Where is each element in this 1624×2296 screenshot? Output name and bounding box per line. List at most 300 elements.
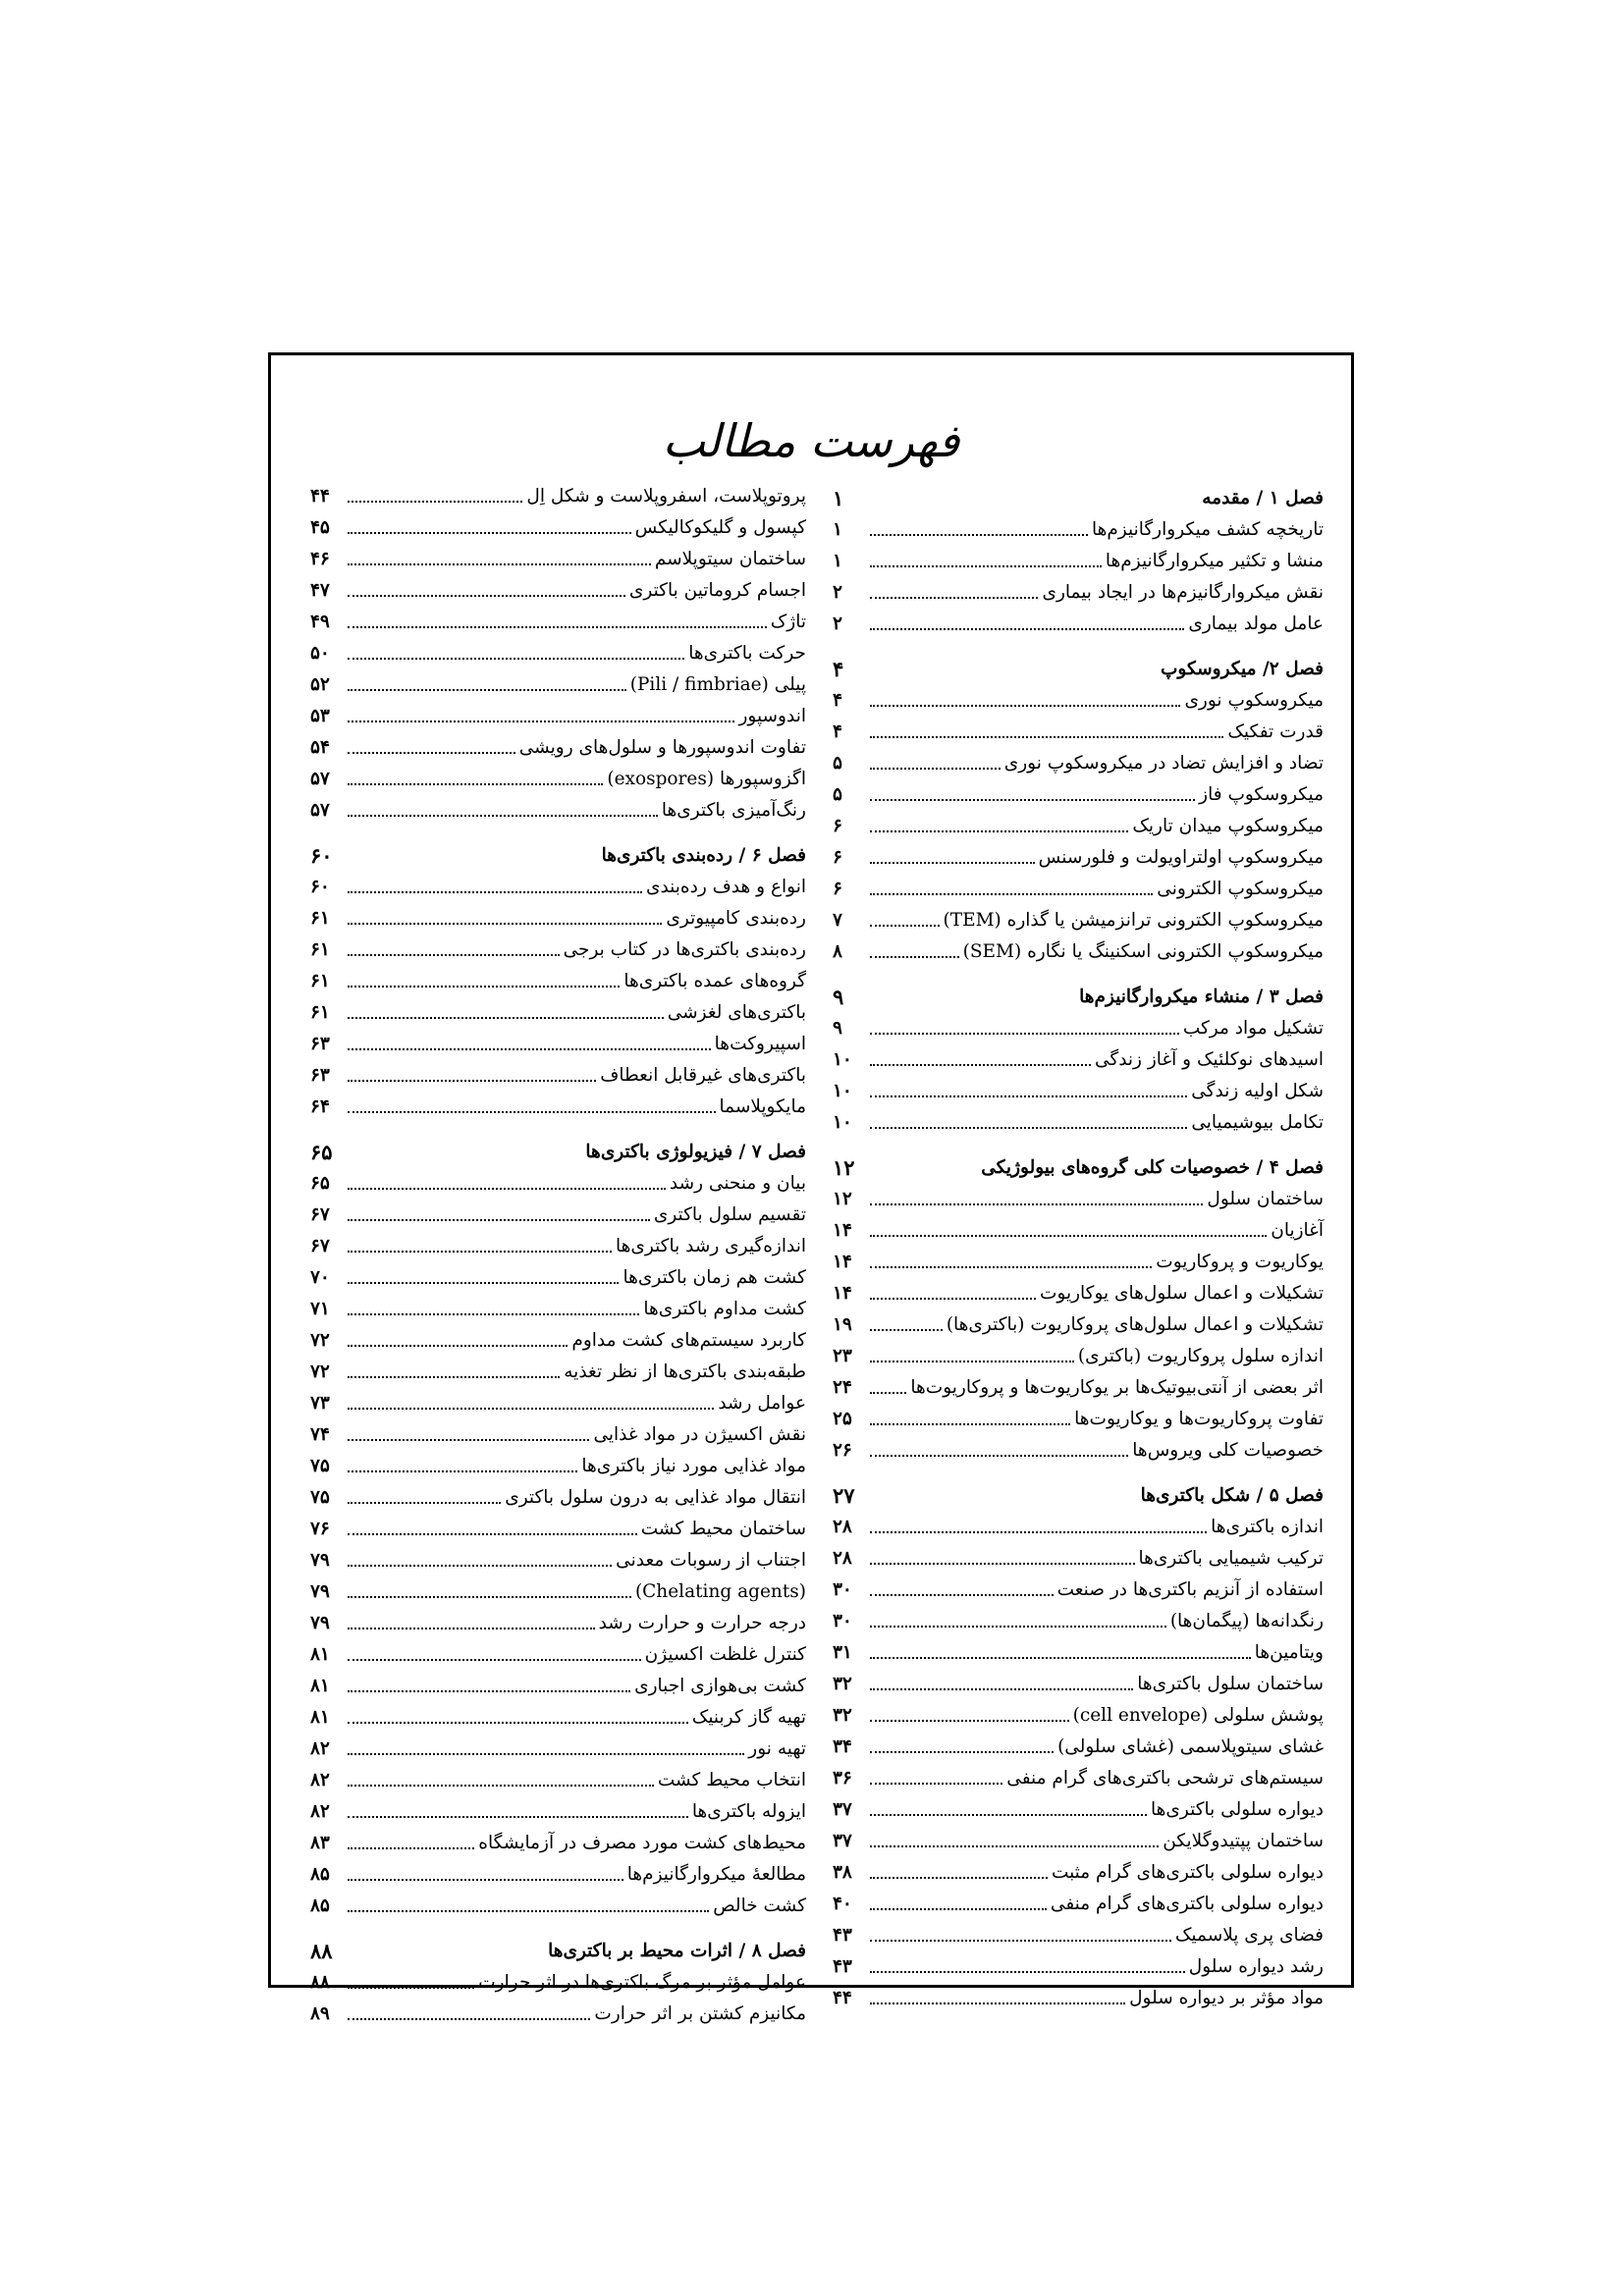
page-number: ۷۴ [310,1424,330,1445]
entry-title: تکامل بیوشیمیایی [1191,1112,1324,1133]
toc-entry [310,764,806,795]
page-number: ۶۴ [310,1096,330,1117]
page-number: ۶۵ [310,1173,330,1194]
page-number: ۴۶ [310,549,330,569]
dot-leader [870,862,1035,864]
dot-leader [870,799,1195,801]
entry-title: منشا و تکثیر میکروارگانیزم‌ها [1105,551,1324,571]
entry-title: باکتری‌های لغزشی [667,1002,806,1023]
entry-title: پروتوپلاست، اسفروپلاست و شکل اِل [526,486,806,507]
chapter-heading [833,1478,1324,1512]
entry-title: تشکیلات و اعمال سلول‌های یوکاریوت [1039,1283,1324,1304]
page-number: ۱۲ [833,1155,855,1180]
page-number: ۴۰ [833,1894,852,1914]
entry-title: تفاوت پروکاریوت‌ها و یوکاریوت‌ها [1074,1409,1324,1429]
page-title: فهرست مطالب [662,414,960,467]
chapter-heading [310,1934,806,1967]
page-number: ۴۷ [310,580,330,601]
dot-leader [870,2002,1125,2004]
dot-leader [348,658,684,660]
toc-entry [833,1247,1324,1278]
chapter-heading [833,652,1324,685]
entry-title: استفاده از آنزیم باکتری‌ها در صنعت [1056,1579,1324,1600]
dot-leader [348,1533,637,1535]
entry-title: فضای پری پلاسمیک [1174,1925,1324,1946]
toc-entry [310,1891,806,1922]
toc-entry [310,575,806,607]
page-number: ۷۶ [310,1519,330,1539]
dot-leader [348,1408,714,1410]
page-number: ۴ [833,721,842,742]
toc-entry [833,1044,1324,1076]
entry-title: میکروسکوپ الکترونی اسکنینگ یا نگاره (SEM) [962,941,1324,962]
entry-title: میکروسکوپ الکترونی [1157,879,1324,899]
dot-leader [870,768,1001,770]
toc-entry [310,1060,806,1092]
dot-leader [870,628,1184,630]
entry-title: تفاوت اندوسپورها و سلول‌های رویشی [518,737,806,758]
dot-leader [870,1266,1152,1268]
dot-leader [348,1910,709,1912]
toc-entry [310,481,806,512]
toc-entry [310,1231,806,1262]
page-number: ۶ [833,879,842,899]
toc-entry [833,1983,1324,2014]
entry-title: ترکیب شیمیایی باکتری‌ها [1138,1548,1324,1569]
toc-entry [310,1419,806,1451]
page-number: ۶۵ [310,1140,333,1164]
chapter-title: فصل ۴ / خصوصیات کلی گروه‌های بیولوژیکی [981,1157,1324,1178]
entry-title: ساختمان پپتیدوگلایکن [1163,1831,1324,1851]
dot-leader [870,830,1128,832]
page-number: ۷۲ [310,1330,330,1351]
entry-title: انتقال مواد غذایی به درون سلول باکتری [505,1487,806,1508]
toc-entry [833,1637,1324,1669]
toc-entry [833,1951,1324,1983]
toc-entry [310,512,806,544]
page-number: ۹ [833,985,844,1009]
page-number: ۷۲ [310,1362,330,1382]
entry-title: تقسیم سلول باکتری [653,1204,806,1225]
entry-title: دیواره سلولی باکتری‌های گرام مثبت [1051,1862,1324,1883]
entry-title: دیواره سلولی باکتری‌های گرام منفی [1050,1894,1324,1914]
dot-leader [870,705,1180,707]
entry-title: تاژک [770,612,806,632]
chapter-title: فصل ۸ / اثرات محیط بر باکتری‌ها [548,1941,806,1961]
toc-entry [310,872,806,903]
toc-entry [310,1765,806,1796]
entry-title: پوشش سلولی (cell envelope) [1072,1705,1324,1726]
entry-title: اسیدهای نوکلئیک و آغاز زندگی [1094,1049,1324,1070]
entry-title: انواع و هدف رده‌بندی [645,877,806,897]
page-number: ۲ [833,614,842,634]
chapter-heading [310,838,806,872]
page-number: ۲۴ [833,1377,852,1398]
page-number: ۱۰ [833,1112,852,1133]
toc-entry [310,997,806,1029]
entry-title: دیواره سلولی باکتری‌ها [1151,1799,1324,1820]
entry-title: عامل مولد بیماری [1188,614,1324,634]
page-number: ۵۳ [310,706,330,726]
toc-entry [310,1168,806,1200]
dot-leader [348,1690,630,1692]
toc-entry [833,1669,1324,1700]
toc-entry [833,1076,1324,1107]
dot-leader [348,1188,666,1190]
dot-leader [348,1251,612,1253]
page-number: ۷۵ [310,1456,330,1476]
entry-title: میکروسکوپ فاز [1199,784,1324,805]
entry-title: مکانیزم کشتن بر اثر حرارت [594,2003,806,2024]
entry-title: اجتناب از رسوبات معدنی [616,1550,806,1571]
page-number: ۷۹ [310,1581,330,1602]
entry-title: قدرت تفکیک [1227,721,1324,742]
toc-entry [833,1794,1324,1826]
dot-leader [870,1203,1203,1205]
entry-title: محیط‌های کشت مورد مصرف در آزمایشگاه [478,1833,806,1853]
dot-leader [348,1345,568,1347]
entry-title: یوکاریوت و پروکاریوت [1156,1252,1324,1272]
toc-entry [310,934,806,966]
entry-title: کنترل غلظت اکسیژن [644,1644,806,1665]
entry-title: ویتامین‌ها [1254,1642,1324,1663]
entry-title: نقش اکسیژن در مواد غذایی [593,1424,806,1445]
dot-leader [870,1235,1267,1237]
dot-leader [870,1877,1048,1879]
page-number: ۱۰ [833,1049,852,1070]
page-number: ۸۵ [310,1864,330,1885]
page-number: ۳۰ [833,1611,852,1631]
toc-entry [833,1184,1324,1215]
chapter-title: فصل ۵ / شکل باکتری‌ها [1140,1485,1324,1506]
page-number: ۲۵ [833,1409,852,1429]
dot-leader [348,1282,619,1284]
chapter-heading [310,1135,806,1168]
toc-entry [833,1309,1324,1341]
entry-title: غشای سیتوپلاسمی (غشای سلولی) [1057,1736,1324,1757]
page-number: ۱۹ [833,1314,852,1335]
toc-right-column [833,481,1324,2014]
toc-entry [833,1215,1324,1247]
entry-title: میکروسکوپ اولتراویولت و فلورسنس [1038,847,1324,868]
page-number: ۶۱ [310,939,330,960]
page-number: ۸۱ [310,1707,330,1728]
page-number: ۸۲ [310,1738,330,1759]
page-number: ۲۸ [833,1517,852,1537]
entry-title: پیلی (Pili / fimbriae) [629,674,806,695]
entry-title: کاربرد سیستم‌های کشت مداوم [571,1330,806,1351]
dot-leader [348,1313,639,1315]
toc-entry [310,1092,806,1123]
page-number: ۳۶ [833,1768,852,1789]
page-number: ۴۴ [310,486,330,507]
chapter-heading [833,1150,1324,1184]
toc-entry [833,1107,1324,1139]
page-number: ۶۳ [310,1034,330,1054]
toc-frame [268,352,1354,2024]
page-number: ۵۷ [310,769,330,789]
entry-title: طبقه‌بندی باکتری‌ها از نظر تغذیه [564,1362,806,1382]
dot-leader [348,1785,654,1787]
dot-leader [870,1361,1074,1362]
entry-title: خصوصیات کلی ویروس‌ها [1132,1440,1324,1461]
toc-entry [833,717,1324,748]
chapter-title: فصل ۷ / فیزیولوژی باکتری‌ها [585,1142,806,1162]
dot-leader [870,597,1038,599]
page-number: ۶۱ [310,971,330,991]
page-number: ۱۰ [833,1081,852,1101]
toc-entry [833,1575,1324,1606]
page-number: ۵۲ [310,674,330,695]
toc-entry [833,1857,1324,1889]
entry-title: بیان و منحنی رشد [669,1173,806,1194]
toc-entry [833,685,1324,717]
page-number: ۷۵ [310,1487,330,1508]
toc-entry [310,1482,806,1514]
page-number: ۷ [833,910,842,931]
toc-entry [310,1451,806,1482]
entry-title: ساختمان سلول [1207,1189,1324,1209]
dot-leader [870,1626,1166,1628]
page-number: ۴ [833,657,844,681]
page-number: ۶۰ [310,843,333,868]
toc-entry [833,1732,1324,1763]
toc-entry [310,1514,806,1545]
entry-title: رشد دیواره سلول [1188,1956,1324,1977]
page-number: ۱۴ [833,1220,852,1241]
page-number: ۶ [833,816,842,836]
dot-leader [870,1423,1070,1425]
entry-title: کپسول و گلیکوکالیکس [634,517,806,538]
toc-entry [310,607,806,638]
entry-title: رده‌بندی کامپیوتری [666,908,806,929]
toc-entry [310,903,806,934]
dot-leader [348,501,522,503]
toc-entry [833,1341,1324,1372]
dot-leader [870,1688,1133,1690]
toc-entry [310,669,806,701]
toc-entry [310,1639,806,1671]
dot-leader [348,783,603,785]
toc-entry [310,1200,806,1231]
page-number: ۸۲ [310,1770,330,1790]
toc-entry [310,1702,806,1734]
dot-leader [348,1111,716,1113]
page-number: ۷۰ [310,1267,330,1288]
entry-title: عوامل مؤثر بر مرگ باکتری‌ها در اثر حرارت [478,1972,806,1993]
entry-title: تشکیل مواد مرکب [1182,1018,1324,1039]
entry-title: مایکوپلاسما [719,1096,806,1117]
page-number: ۱ [833,486,844,510]
page-number: ۴۵ [310,517,330,538]
page-number: ۲۸ [833,1548,852,1569]
entry-title: اسپیروکت‌ها [714,1034,806,1054]
dot-leader [870,1033,1179,1035]
page-number: ۲ [833,582,842,603]
entry-title: مواد مؤثر بر دیواره سلول [1129,1988,1324,2008]
dot-leader [348,532,631,534]
page-number: ۱۲ [833,1189,852,1209]
toc-entry [833,1404,1324,1435]
entry-title: رنگدانه‌ها (پیگمان‌ها) [1169,1611,1324,1631]
dot-leader [348,1847,474,1849]
page-number: ۸ [833,941,842,962]
entry-title: حرکت باکتری‌ها [688,643,806,664]
toc-entry [310,732,806,764]
toc-entry [833,546,1324,577]
entry-title: میکروسکوپ الکترونی ترانزمیشن یا گذاره (TEM) [943,910,1324,931]
page-number: ۵۴ [310,737,330,758]
toc-entry [833,1889,1324,1920]
dot-leader [348,1987,474,1989]
entry-title: ایزوله باکتری‌ها [691,1801,806,1822]
entry-title: آغازیان [1271,1220,1324,1241]
toc-entry [310,1325,806,1357]
chapter-title: فصل ۱ / مقدمه [1202,488,1324,508]
dot-leader [870,1940,1171,1942]
page-number: ۶۰ [310,877,330,897]
dot-leader [348,1470,577,1472]
dot-leader [348,626,767,628]
dot-leader [348,1017,664,1019]
page-number: ۲۷ [833,1483,855,1508]
dot-leader [348,1879,623,1881]
toc-entry [310,1576,806,1608]
page-number: ۸۲ [310,1801,330,1822]
toc-entry [833,936,1324,968]
page-number: ۳۸ [833,1862,852,1883]
dot-leader [348,954,560,956]
dot-leader [348,1565,612,1567]
chapter-title: فصل ۳ / منشاء میکروارگانیزم‌ها [1079,987,1324,1007]
toc-entry [833,1606,1324,1637]
toc-entry [310,1859,806,1891]
page-number: ۶۱ [310,1002,330,1023]
toc-entry [833,1278,1324,1309]
toc-entry [833,811,1324,842]
page-number: ۱ [833,551,842,571]
page-number: ۳۰ [833,1579,852,1600]
dot-leader [870,736,1223,738]
page-number: ۳۴ [833,1736,852,1757]
toc-entry [833,779,1324,811]
toc-entry [310,1671,806,1702]
dot-leader [348,595,625,597]
toc-entry [833,1013,1324,1044]
dot-leader [348,891,642,893]
dot-leader [870,893,1153,895]
entry-title: اندوسپور [738,706,806,726]
page-number: ۷۳ [310,1393,330,1414]
chapter-title: فصل ۲/ میکروسکوپ [1160,659,1324,679]
toc-entry [310,1029,806,1060]
toc-entry [310,1967,806,1999]
entry-title: اندازه‌گیری رشد باکتری‌ها [615,1236,806,1256]
entry-title: کشت خالص [713,1896,806,1916]
entry-title: انتخاب محیط کشت [657,1770,806,1790]
entry-title: ساختمان سیتوپلاسم [654,549,806,569]
entry-title: اندازه باکتری‌ها [1211,1517,1324,1537]
dot-leader [870,1095,1187,1097]
dot-leader [348,1439,589,1441]
toc-entry [833,748,1324,779]
toc-entry [310,1357,806,1388]
dot-leader [870,925,940,927]
toc-entry [833,1700,1324,1732]
dot-leader [870,1657,1251,1659]
entry-title: رنگ‌آمیزی باکتری‌ها [661,800,806,821]
page-number: ۸۱ [310,1644,330,1665]
page-number: ۷۹ [310,1613,330,1633]
chapter-title: فصل ۶ / رده‌بندی باکتری‌ها [601,845,806,866]
entry-title: رده‌بندی باکتری‌ها در کتاب برجی [563,939,806,960]
dot-leader [870,1455,1128,1457]
entry-title: تهیه نور [748,1738,806,1759]
toc-entry [310,638,806,669]
page-number: ۴۴ [833,1988,852,2008]
toc-entry [833,1435,1324,1467]
toc-entry [833,1826,1324,1857]
dot-leader [348,689,626,691]
toc-entry [310,1608,806,1639]
toc-entry [833,874,1324,905]
toc-entry [310,1999,806,2030]
entry-title: گروه‌های عمده باکتری‌ها [623,971,806,991]
dot-leader [870,1908,1047,1910]
dot-leader [870,1814,1147,1816]
dot-leader [870,1298,1036,1300]
dot-leader [870,1720,1069,1722]
entry-title: اندازه سلول پروکاریوت (باکتری) [1077,1346,1324,1366]
entry-title: سیستم‌های ترشحی باکتری‌های گرام منفی [1006,1768,1324,1789]
dot-leader [870,1751,1054,1753]
entry-title: مواد غذایی مورد نیاز باکتری‌ها [581,1456,806,1476]
page-number: ۶۳ [310,1065,330,1086]
page-number: ۹ [833,1018,842,1039]
entry-title: تشکیلات و اعمال سلول‌های پروکاریوت (باکتری‌ها) [946,1314,1324,1335]
dot-leader [348,1219,650,1221]
toc-entry [310,1828,806,1859]
dot-leader [870,1594,1054,1596]
toc-entry [310,966,806,997]
entry-title: شکل اولیه زندگی [1191,1081,1324,1101]
dot-leader [348,1502,501,1504]
dot-leader [870,1783,1002,1785]
toc-entry [310,1796,806,1828]
entry-title: تضاد و افزایش تضاد در میکروسکوپ نوری [1003,753,1324,774]
dot-leader [348,1628,595,1629]
entry-title: باکتری‌های غیرقابل انعطاف [600,1065,806,1086]
dot-leader [348,752,515,754]
page-number: ۶۷ [310,1204,330,1225]
toc-entry [833,1543,1324,1575]
page-number: ۵۰ [310,643,330,664]
dot-leader [348,1596,631,1598]
entry-title: اثر بعضی از آنتی‌بیوتیک‌ها بر یوکاریوت‌ها و پروکاریوت‌ها [910,1377,1324,1398]
entry-title: عوامل رشد [718,1393,806,1414]
dot-leader [870,1531,1207,1533]
page-number: ۶ [833,847,842,868]
toc-entry [310,795,806,827]
dot-leader [348,563,651,565]
dot-leader [870,956,959,958]
entry-title: میکروسکوپ نوری [1184,690,1324,711]
page-number: ۶۷ [310,1236,330,1256]
dot-leader [348,721,734,722]
entry-title: تهیه گاز کربنیک [691,1707,806,1728]
page-number: ۸۳ [310,1833,330,1853]
page-number: ۴۳ [833,1956,852,1977]
